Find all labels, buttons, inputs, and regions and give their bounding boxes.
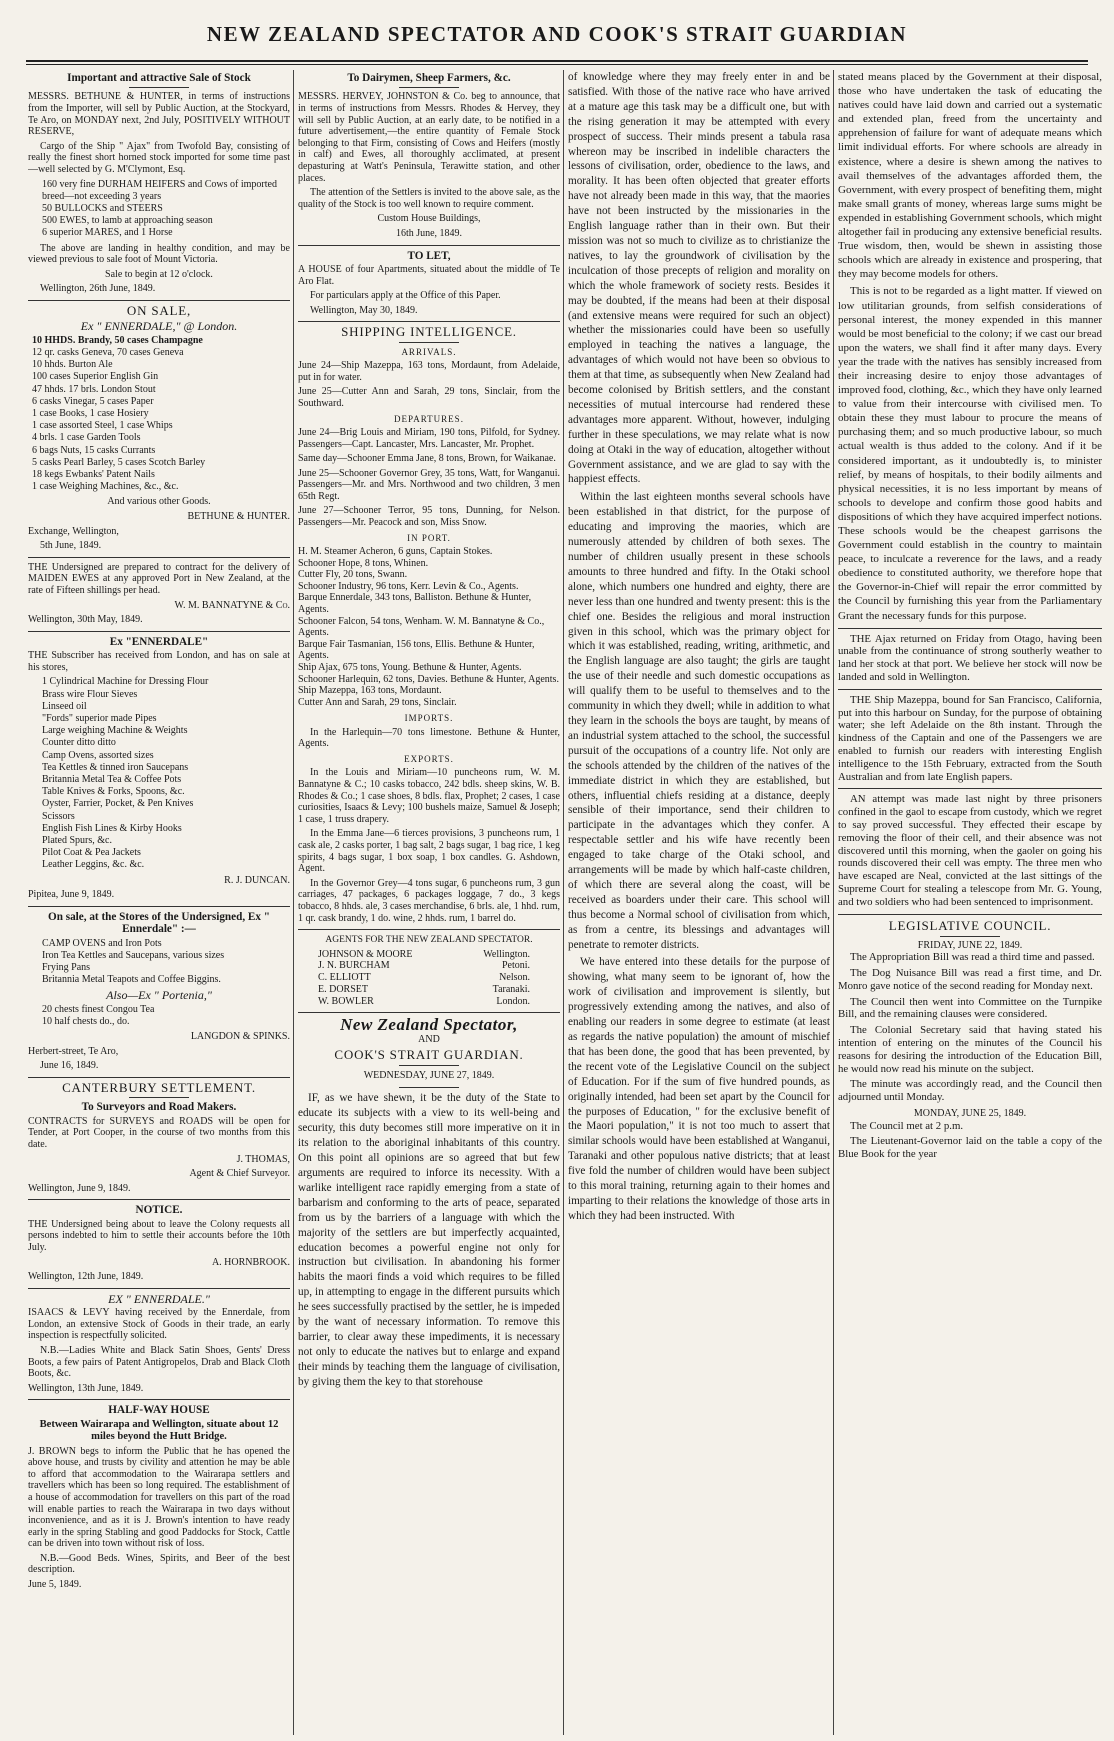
council-item: The Council met at 2 p.m.: [850, 1119, 964, 1132]
list-item: Tea Kettles & tinned iron Saucepans: [42, 761, 189, 773]
list-item: 1 case Books, 1 case Hosiery: [32, 407, 149, 419]
ennerdale-duncan-advert: [28, 636, 290, 901]
advert-heading: On sale, at the Stores of the Undersigned, Ex " Ennerdale" :—: [48, 910, 270, 936]
nameplate-subtitle: COOK'S STRAIT GUARDIAN.: [334, 1047, 524, 1063]
list-item: Scissors: [42, 810, 75, 822]
maiden-ewes-advert: [28, 562, 290, 626]
newspaper-title: NEW ZEALAND SPECTATOR AND COOK'S STRAIT GUARDIAN: [206, 22, 908, 46]
list-item: Counter ditto ditto: [42, 737, 116, 749]
list-item: Ship Ajax, 675 tons, Young. Bethune & Hunter, Agents.: [298, 662, 522, 673]
list-item: Camp Ovens, assorted sizes: [42, 749, 154, 761]
agent-place: London.: [496, 995, 530, 1007]
nameplate-and: AND: [418, 1033, 440, 1045]
canterbury-advert: [28, 1082, 290, 1194]
list-item: Barque Ennerdale, 343 tons, Balliston. Bethune & Hunter, Agents.: [298, 592, 532, 616]
list-item: Large weighing Machine & Weights: [42, 725, 188, 737]
news-item-escape: AN attempt was made last night by three prisoners confined in the gaol to escape from custody, which we regret to say proved successful. They effected their escape by removing the floor of their cell, and their absence was not discovered until this morning, when the gaoler on going his rounds discovered their cell was empty. The three men who have escaped are Neal, convicted at the last sittings of the Supreme Court for stealing a telescope from Mr. G. Young, and two soldiers who had been sentenced to imprisonment.: [838, 793, 1102, 908]
council-item: The Council then went into Committee on the Turnpike Bill, and the remaining clauses were considered.: [838, 995, 1102, 1021]
list-item: Leather Leggins, &c. &c.: [42, 859, 145, 871]
advert-body: Sale to begin at 12 o'clock.: [105, 268, 213, 280]
in-port-list: [298, 546, 560, 708]
list-item: 20 chests finest Congou Tea: [42, 1003, 155, 1015]
editorial-body: IF, as we have shewn, it be the duty of the State to educate its subjects with a view to its well-being and security, this duty becomes still more imperative on it in its relation to the aboriginal inhabitants of this country. On this point all opinions are so agreed that but few arguments are required to inforce its necessity. With a warlike intelligent race rapidly emerging from a state of barbarism and conforming to the arts of peace, separated from us by the barriers of a language with which the majority of the settlers are but imperfectly acquainted, education becomes a powerful engine not only for instruction but civilisation. In abandoning his former habits the maori finds a void which requires to be filled up, in attempting to engage in the different pursuits which he sees successfully practised by the settler, he is impeded by the want of necessary information. To remove this barrier, to clear away these impediments, it is necessary not only to educate the natives but to enlarge and expand their minds by teaching them the language of civilisation, by giving them the key to that storehouse: [298, 1092, 560, 1388]
list-item: Schooner Falcon, 54 tons, Wenham. W. M. Bannatyne & Co., Agents.: [298, 615, 545, 639]
stores-advert: [28, 911, 290, 1072]
list-item: 18 kegs Ewbanks' Patent Nails: [32, 469, 155, 480]
list-item: 10 HHDS. Brandy, 50 cases Champagne: [32, 334, 203, 346]
list-item: 6 casks Vinegar, 5 cases Paper: [32, 395, 154, 407]
column-2: [298, 70, 560, 1735]
agent-name: JOHNSON & MOORE: [318, 948, 413, 960]
agent-row: [318, 996, 560, 1008]
list-item: 10 half chests do., do.: [42, 1016, 130, 1028]
advert-date: June 5, 1849.: [28, 1579, 82, 1591]
agents-list: [298, 934, 560, 1007]
advert-body: ISAACS & LEVY having received by the Ennerdale, from London, an extensive Stock of Goods in their trade, an early inspection is respectfully solicited.: [28, 1307, 290, 1342]
list-item: 5 casks Pearl Barley, 5 cases Scotch Barley: [32, 456, 206, 468]
on-sale-advert: [28, 302, 290, 552]
list-item: Oyster, Farrier, Pocket, & Pen Knives: [42, 798, 194, 810]
list-item: CAMP OVENS and Iron Pots: [42, 937, 162, 949]
masthead-rule: [26, 60, 1088, 62]
news-item-ajax: THE Ajax returned on Friday from Otago, having been unable from the continuance of strong southerly weather to land her stock at that port. We believe her stock will now be landed and sold in Wellington.: [838, 632, 1102, 684]
goods-list: [42, 676, 290, 871]
advert-place: Herbert-street, Te Aro,: [28, 1045, 119, 1057]
advert-signature: LANGDON & SPINKS.: [190, 1031, 290, 1043]
advert-heading: CANTERBURY SETTLEMENT.: [62, 1080, 256, 1095]
subsection-label: DEPARTURES.: [394, 413, 464, 424]
agent-row: [318, 972, 560, 984]
list-item: 47 hhds. 17 brls. London Stout: [32, 383, 156, 395]
advert-signature: J. THOMAS,: [236, 1153, 290, 1165]
list-item: 50 BULLOCKS and STEERS: [42, 202, 163, 214]
list-item: Frying Pans: [42, 962, 91, 973]
advert-date: Wellington, June 9, 1849.: [28, 1182, 131, 1194]
section-heading: SHIPPING INTELLIGENCE.: [341, 324, 517, 340]
agent-row: [318, 960, 560, 972]
shipping-entry: In the Governor Grey—4 tons sugar, 6 puncheons rum, 3 gun carriages, 47 packages, 6 packages loggage, 7 do., 3 kegs tobacco, 8 hhds. ale, 3 cases merchandise, 6 brls. ale, 1 hhd. rum, 1 qr. cask brandy, 1 do. wine, 2 hhds. rum, 1 barrel do.: [298, 877, 560, 924]
agent-name: E. DORSET: [318, 983, 368, 995]
council-item: The Lieutenant-Governor laid on the table a copy of the Blue Book for the year: [838, 1135, 1102, 1161]
subsection-label: EXPORTS.: [404, 753, 454, 764]
goods-list: [42, 1004, 290, 1028]
column-divider: [293, 70, 294, 1735]
list-item: 160 very fine DURHAM HEIFERS and Cows of imported breed—not exceeding 3 years: [42, 178, 277, 202]
section-heading: AGENTS FOR THE NEW ZEALAND SPECTATOR.: [325, 935, 533, 946]
issue-date: WEDNESDAY, JUNE 27, 1849.: [363, 1069, 495, 1081]
editorial-paragraph: stated means placed by the Government at their disposal, those who have undertaken the task of educating the natives could have laid down and carried out a systematic and extended plan, freed from the uncertainty and apprehension of failure for want of adequate means which limit individual efforts. For where schools are already in existence, where a desire is shewn among the natives to avail themselves of the advantages afforded them, the Government, with every prospect of benefiting them, might make small grants of money, whereas large sums might be expended in establishing Government schools, which might altogether fail in producing any extensive beneficial results. True wisdom, then, would be shewn in assisting those schools which are already in existence and prospering, that they may become models for others.: [838, 71, 1102, 281]
agent-place: Nelson.: [499, 972, 530, 984]
advert-heading: Ex "ENNERDALE": [109, 635, 209, 648]
list-item: 6 superior MARES, and 1 Horse: [42, 227, 173, 239]
advert-subheading: Ex " ENNERDALE," @ London.: [80, 319, 238, 334]
section-heading: LEGISLATIVE COUNCIL.: [888, 917, 1052, 933]
list-item: Plated Spurs, &c.: [42, 834, 112, 846]
list-item: Table Knives & Forks, Spoons, &c.: [42, 786, 185, 798]
list-item: Pilot Coat & Pea Jackets: [42, 847, 141, 859]
advert-signature: BETHUNE & HUNTER.: [187, 511, 290, 522]
advert-heading: To Dairymen, Sheep Farmers, &c.: [347, 72, 511, 84]
list-item: "Fords" superior made Pipes: [42, 712, 157, 724]
advert-signature: W. M. BANNATYNE & Co.: [174, 599, 290, 611]
list-item: 1 case Weighing Machines, &c., &c.: [32, 481, 179, 493]
list-item: 4 brls. 1 case Garden Tools: [32, 432, 141, 444]
editorial-paragraph: We have entered into these details for the purpose of showing, what many seem to be ignorant of, how the work of civilisation and improvement is silently, but progressively extending among the natives, and also of enabling our readers in some degree to estimate (at least as regards the native population) the amount of mischief that has been done, the good that has been prevented, by the recent vote of the Legislative Council on the subject of Education. For if the sum of five hundred pounds, as originally intended, had been set apart by the Council for the purposes of Education, " for the exclusive benefit of the Maori population," it is not too much to assert that similar schools would have been established at Wanganui, Taranaki and other populous native districts; that at least five fold the number of children would have been subject to this moral training, returning again to their homes and imparting to their relations the knowledge of those arts in which they had been instructed. With: [568, 956, 830, 1222]
list-item: H. M. Steamer Acheron, 6 guns, Captain Stokes.: [298, 546, 493, 558]
column-3: [568, 70, 830, 1735]
masthead: [0, 0, 1114, 58]
council-item: The Appropriation Bill was read a third time and passed.: [850, 951, 1095, 964]
list-item: Schooner Industry, 96 tons, Kerr. Levin & Co., Agents.: [298, 580, 519, 592]
advert-subheading: Between Wairarapa and Wellington, situate about 12 miles beyond the Hutt Bridge.: [39, 1418, 279, 1443]
advert-body: N.B.—Ladies White and Black Satin Shoes, Gents' Dress Boots, a few pairs of Patent Antigropelos, Drab and Black Cloth Boots, &c.: [28, 1344, 290, 1380]
agent-name: C. ELLIOTT: [318, 972, 371, 984]
news-item-mazeppa: THE Ship Mazeppa, bound for San Francisco, California, put into this harbour on Sunday, for the purpose of obtaining water; she left Adelaide on the 8th instant. Through the kindness of the Captain and one of the Passengers we are enabled to furnish our readers with interesting English intelligence to the 15th February, extracted from the South Australian and from late English papers.: [838, 693, 1102, 783]
shipping-entry: June 27—Schooner Terror, 95 tons, Dunning, for Nelson. Passengers—Mr. Peacock and son, Miss Snow.: [298, 505, 560, 529]
list-item: Britannia Metal Teapots and Coffee Biggins.: [42, 974, 221, 986]
advert-body: And various other Goods.: [107, 496, 211, 508]
list-item: English Fish Lines & Kirby Hooks: [42, 822, 182, 834]
nameplate-title: New Zealand Spectator,: [340, 1015, 518, 1035]
session-date: MONDAY, JUNE 25, 1849.: [913, 1108, 1027, 1120]
advert-place: Exchange, Wellington,: [28, 525, 119, 537]
advert-subheading: Also—Ex " Portenia,": [106, 988, 212, 1003]
column-divider: [833, 70, 834, 1735]
dairymen-advert: [298, 72, 560, 240]
agent-row: [318, 949, 560, 961]
shipping-entry: Same day—Schooner Emma Jane, 8 tons, Brown, for Waikanae.: [298, 453, 556, 465]
advert-signature-title: Agent & Chief Surveyor.: [189, 1168, 290, 1180]
agent-place: Wellington.: [483, 948, 530, 960]
advert-date: June 16, 1849.: [40, 1060, 99, 1072]
list-item: 6 bags Nuts, 15 casks Currants: [32, 444, 156, 456]
list-item: Barque Fair Tasmanian, 156 tons, Ellis. Bethune & Hunter, Agents.: [298, 638, 535, 662]
list-item: Schooner Harlequin, 62 tons, Davies. Bethune & Hunter, Agents.: [298, 673, 559, 685]
halfway-house-advert: [28, 1404, 290, 1590]
column-divider: [563, 70, 564, 1735]
advert-place: Custom House Buildings,: [377, 213, 481, 225]
advert-signature: R. J. DUNCAN.: [224, 874, 290, 886]
list-item: 100 cases Superior English Gin: [32, 371, 159, 383]
advert-body: CONTRACTS for SURVEYS and ROADS will be open for Tender, at Port Cooper, in the course of two months from this date.: [28, 1115, 290, 1150]
goods-list: [32, 335, 290, 494]
subsection-label: ARRIVALS.: [401, 346, 457, 357]
advert-subheading: To Surveyors and Road Makers.: [81, 1101, 237, 1114]
legislative-council: [838, 919, 1102, 1161]
advert-date: Wellington, 13th June, 1849.: [28, 1382, 144, 1394]
shipping-entry: June 24—Ship Mazeppa, 163 tons, Mordaunt, from Adelaide, put in for water.: [298, 360, 560, 383]
agent-place: Petoni.: [501, 960, 530, 972]
list-item: Brass wire Flour Sieves: [42, 688, 138, 700]
goods-list: [42, 938, 290, 987]
stock-list: [42, 179, 290, 240]
advert-body: The attention of the Settlers is invited to the above sale, as the quality of the Stock is too well known to require comment.: [298, 187, 560, 210]
agent-name: W. BOWLER: [318, 995, 374, 1007]
advert-date: Wellington, May 30, 1849.: [310, 304, 418, 316]
council-item: The minute was accordingly read, and the Council then adjourned until Monday.: [838, 1078, 1102, 1104]
advert-body: The above are landing in healthy condition, and may be viewed previous to sale foot of Mount Victoria.: [28, 242, 290, 266]
agent-row: [318, 984, 560, 996]
editorial-paragraph: Within the last eighteen months several schools have been established in that district, for the purpose of educating and improving the maories, which are numerously attended by children of both sexes. The number of children usually present in these schools amounts to three hundred and fifty. In the Otaki school alone, which numbers one hundred and eighty, there are never less than one hundred and twenty present: this is the chief one. Besides the religious and moral instruction given in this school, which was the primary object for which it was established, reading, writing, arithmetic, and the English language are also taught; the girls are taught the use of their needle and such domestic occupations as will qualify them to be useful to themselves and to the community in which they dwell; while in addition to what they learn in the schools the boys are taught, by means of an industrial system attached to the school, the successful pursuit of the occupations of a country life. Not only are the schools attended by the children of the natives of the immediate district in which they are established, but others, influential chiefs residing at a distance, deeply sensible of their importance, send their children to participate in the advantages which they confer. A respectable settler and his wife have recently been engaged to take charge of the Otaki school, and arrangements will be made by which half-caste children, of which there are several along the coast, will be received as boarders under their care. This school will thus become a Normal school of civilisation from which, as from a centre, its blessings and advantages will penetrate to remoter districts.: [568, 491, 830, 951]
shipping-entry: June 25—Cutter Ann and Sarah, 29 tons, Sinclair, from the Southward.: [298, 386, 560, 409]
list-item: 1 Cylindrical Machine for Dressing Flour: [42, 676, 209, 688]
subsection-label: IN PORT.: [407, 532, 451, 543]
editorial-paragraph: This is not to be regarded as a light matter. If viewed on low utilitarian grounds, from selfish considerations of personal interest, the money expended in this manner would be most beneficial to the colony; if we cast our bread upon the waters, we shall find it after many days. Every year the trade with the natives has sensibly increased from their increasing desire to enjoy those advantages of improved food, clothing, &c., which they have only learned to value from their intercourse with civilised men. To obtain these they must labour to procure the means of purchasing them; and so much productive labour, so much actual wealth is thus added to the colony. And if it be considered important, as it undoubtedly is, to minister relief, by means of hospitals, to their bodily ailments and physical necessities, it is no less important by means of schools to develope and confirm those good habits and dispositions of which they have acquired imperfect notions. These schools would be the cheapest garrisons the Government could establish in the country to maintain peace, to inculcate a reverence for the laws, and a ready obedience to constituted authority, we therefore hope that the Governor-in-Chief will repair the error committed by the Council by furnishing this year from the Parliamentary Grant the necessary funds for this purpose.: [838, 285, 1102, 622]
shipping-entry: In the Harlequin—70 tons limestone. Bethune & Hunter, Agents.: [298, 726, 560, 750]
to-let-advert: [298, 250, 560, 317]
advert-date: Wellington, 30th May, 1849.: [28, 614, 143, 626]
advert-body: Cargo of the Ship " Ajax" from Twofold Bay, consisting of really the finest short horned stock imported for some time past—well selected by G. M'Clymont, Esq.: [28, 140, 290, 175]
advert-heading: Important and attractive Sale of Stock: [67, 72, 251, 84]
shipping-entry: June 24—Brig Louis and Miriam, 190 tons, Pilfold, for Sydney. Passengers—Capt. Lancaster, Mrs. Lancaster, Mr. Prophet.: [298, 426, 560, 450]
advert-heading: EX " ENNERDALE.": [108, 1291, 210, 1306]
list-item: Linseed oil: [42, 700, 87, 712]
advert-heading: TO LET,: [407, 249, 451, 262]
list-item: Britannia Metal Tea & Coffee Pots: [42, 773, 182, 785]
nameplate: [298, 1015, 560, 1088]
advert-date: Wellington, 26th June, 1849.: [40, 283, 156, 295]
advert-heading: ON SALE,: [126, 302, 192, 318]
list-item: 10 hhds. Burton Ale: [32, 359, 113, 371]
advert-date: 16th June, 1849.: [395, 227, 463, 239]
advert-date: 5th June, 1849.: [40, 540, 102, 552]
advert-body: THE Undersigned are prepared to contract for the delivery of MAIDEN EWES at any approved Port in New Zealand, at the rate of Fifteen shillings per head.: [28, 561, 290, 596]
subsection-label: IMPORTS.: [404, 713, 454, 724]
editorial-paragraph: of knowledge where they may freely enter in and be satisfied. With those of the native race who have arrived at a mature age this task may be a difficult one, but with the rising generation it may be attempted with every prospect of success. Their minds present a tabula rasa whereon may be inscribed in indelible characters the lessons of civilisation, order, obedience to the laws, and morality. It has been often objected that greater efforts have not already been made in this way, that the maories have not been instructed by the missionaries in the English language rather than in their own. But their mission was not so much to civilize as to christianize the natives, to lay the groundwork of civilisation by the inculcation of those precepts of religion and morality on which the whole framework of society rests. Besides it may be doubted, if the means had been at their disposal (and extensive means were required for such an object) whether the missionaries could have been so usefully employed in teaching the natives a language, the advantages of which would not have been so obvious to them at that time, as subsequently when New Zealand had become colonised by British settlers, and the constant necessities of mutual intercourse had rendered these advantages more apparent. Without, however, indulging further in these speculations, we may relate what is now doing at Otaki in the way of education, altogether without Government assistance, and we are glad to say with the happiest effects.: [568, 71, 830, 486]
council-item: The Dog Nuisance Bill was read a first time, and Dr. Monro gave notice of the second reading for Monday next.: [838, 967, 1102, 992]
advert-body: MESSRS. BETHUNE & HUNTER, in terms of instructions from the Importer, will sell by Public Auction, at the Stockyard, Te Aro, on MONDAY next, 2nd July, POSITIVELY WITHOUT RESERVE,: [28, 91, 290, 138]
shipping-entry: In the Emma Jane—6 tierces provisions, 3 puncheons rum, 1 cask ale, 2 casks porter, 1 bag salt, 2 bags sugar, 1 bag rice, 1 keg spirits, 4 bags sugar, 1 box soap, 1 box candles. G. Ashdown, Agent.: [298, 828, 560, 875]
shipping-entry: In the Louis and Miriam—10 puncheons rum, W. M. Bannatyne & C.; 10 casks tobacco, 242 bdls. sheep skins, W. B. Rhodes & Co.; 1 case shoes, 8 bdls. flax, Prophet; 2 cases, 1 case curiosities, Isaacs & Levy; 100 bushels maize, Samuel & Joseph; 1 case, 1 truss drapery.: [298, 767, 560, 825]
advert-body: THE Subscriber has received from London, and has on sale at his stores,: [28, 650, 290, 673]
shipping-entry: June 25—Schooner Governor Grey, 35 tons, Watt, for Wanganui. Passengers—Mr. and Mrs. Northwood and two children, 3 men 65th Regt.: [298, 467, 560, 502]
notice-advert: [28, 1204, 290, 1282]
list-item: Cutter Ann and Sarah, 29 tons, Sinclair.: [298, 696, 457, 708]
shipping-intelligence: [298, 326, 560, 924]
list-item: 12 qr. casks Geneva, 70 cases Geneva: [32, 346, 184, 358]
advert-body: MESSRS. HERVEY, JOHNSTON & Co. beg to announce, that in terms of instructions from Messrs. Rhodes & Hervey, they will sell by Public Auction, at an early date, to be notified in a future advertisement,—the entire quantity of Female Stock belonging to that Firm, consisting of Cows and Heifers (mostly in calf) and Ewes, all thoroughly acclimated, at present depasturing at Watt's Peninsula, Terawitte station, and other places.: [298, 91, 560, 184]
advert-body: For particulars apply at the Office of this Paper.: [310, 290, 501, 302]
list-item: Cutter Fly, 20 tons, Swann.: [298, 569, 408, 581]
masthead-rule-thin: [26, 64, 1088, 65]
list-item: Iron Tea Kettles and Saucepans, various sizes: [42, 949, 225, 961]
advert-body: A HOUSE of four Apartments, situated about the middle of Te Aro Flat.: [298, 263, 560, 287]
advert-signature: A. HORNBROOK.: [211, 1256, 290, 1268]
advert-date: Wellington, 12th June, 1849.: [28, 1271, 144, 1283]
agent-place: Taranaki.: [492, 983, 530, 995]
advert-date: Pipitea, June 9, 1849.: [28, 889, 115, 901]
list-item: 1 case assorted Steel, 1 case Whips: [32, 420, 173, 432]
council-item: The Colonial Secretary said that having stated his intention of entering on the minutes of the Council his reasons for desiring the introduction of the Education Bill, he would now read his minute on the subject.: [838, 1024, 1102, 1075]
list-item: Schooner Hope, 8 tons, Whinen.: [298, 557, 429, 569]
list-item: 500 EWES, to lamb at approaching season: [42, 215, 213, 227]
list-item: Ship Mazeppa, 163 tons, Mordaunt.: [298, 685, 442, 697]
advert-body: THE Undersigned being about to leave the Colony requests all persons indebted to him to settle their accounts before the 10th July.: [28, 1218, 290, 1253]
advert-heading: NOTICE.: [135, 1204, 183, 1217]
column-4: [838, 70, 1102, 1735]
stock-sale-advert: [28, 72, 290, 295]
advert-body: J. BROWN begs to inform the Public that he has opened the above house, and trusts by civility and attention he may be able to afford that accommodation to the Wairarapa settlers and travellers which has been so long required. The establishment of a house of accommodation for travellers on this part of the road will enable parties to reach the Wairarapa in two days without inconvenience, and as it is J. Brown's intention to have ready early in the spring Stabling and good Paddocks for Stock, Cattle can be driven into town without risk of loss.: [28, 1445, 290, 1550]
advert-body: N.B.—Good Beds. Wines, Spirits, and Beer of the best description.: [28, 1552, 290, 1576]
isaacs-levy-advert: [28, 1293, 290, 1395]
advert-heading: HALF-WAY HOUSE: [108, 1404, 210, 1417]
column-1: [28, 70, 290, 1735]
session-date: FRIDAY, JUNE 22, 1849.: [917, 939, 1023, 951]
agent-name: J. N. BURCHAM: [318, 960, 390, 972]
